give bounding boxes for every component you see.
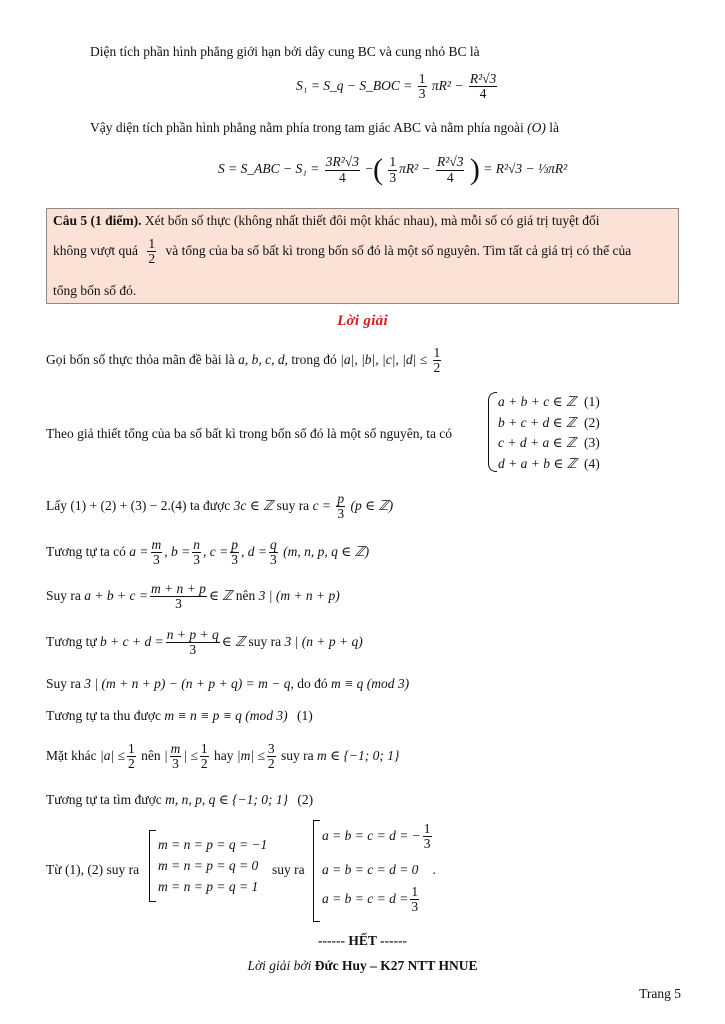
l8-res: m ≡ n ≡ p ≡ q (mod 3): [164, 708, 288, 723]
l9-mid: nên: [141, 747, 161, 763]
credit-name: Đức Huy – K27 NTT HNUE: [314, 958, 478, 973]
solution-line-9: Mặt khác |a| ≤ $\frac{1}{2}$ nên | $\frac{m}{3}$ | ≤ $\frac{1}{2}$ hay |m| ≤ $\frac{3}{2}$ suy ra m ∈ {−1; 0; 1}: [46, 741, 400, 772]
l6-mid: suy ra: [248, 633, 282, 649]
end-marker: ------ HẾT ------: [318, 933, 407, 948]
credit-line: [0, 958, 725, 974]
cases-bracket-left: [149, 830, 156, 902]
question-box: [46, 208, 679, 304]
system-brace: [488, 392, 497, 472]
page-number: Trang 5: [639, 986, 681, 1001]
formula-s: S = S_ABC − S₁ = $\frac{\text{3R²√3}}{4}$ −( $\frac{1}{3}$ πR² − $\frac{\text{R²√3}}{4}$ ) = R²√3 − ⅓πR²: [218, 153, 568, 186]
formula-s1-mid: πR² −: [431, 77, 464, 93]
l9-then: suy ra: [281, 747, 314, 763]
case-res-c: a = b = c = d = $\frac{1}{3}$: [322, 884, 419, 915]
l9-m: |m| ≤: [236, 747, 265, 763]
system-row: d + a + b ∈ ℤ (4): [498, 455, 600, 471]
l1-pre: Gọi bốn số thực thỏa mãn đề bài là: [46, 351, 235, 367]
l5-expr: a + b + c =: [84, 587, 148, 603]
area-conclusion-line: [90, 120, 559, 136]
circle-label: (O): [527, 120, 546, 135]
solution-line-4: Tương tự ta có a = $\frac{m}{3}$ , b = $\frac{n}{3}$ , c = $\frac{p}{3}$ , d = $\frac{q}{3}$ (m, n, p, q ∈ ℤ): [46, 537, 370, 568]
l10-tag: (2): [297, 792, 314, 807]
l1-vars: a, b, c, d: [238, 351, 285, 367]
l3-res: 3c ∈ ℤ: [233, 497, 274, 513]
l5-mid: nên: [235, 587, 256, 603]
l7-pre: Suy ra: [46, 676, 81, 691]
area-intro-line: Diện tích phần hình phẳng giới hạn bởi dây cung BC và cung nhỏ BC là: [90, 44, 480, 59]
l3-pre: Lấy: [46, 497, 67, 513]
solution-line-1: Gọi bốn số thực thỏa mãn đề bài là a, b, c, d, trong đó |a|, |b|, |c|, |d| ≤ $\frac{1}{2}$: [46, 345, 441, 376]
solution-line-3: Lấy (1) + (2) + (3) − 2.(4) ta được 3c ∈ ℤ suy ra c = $\frac{p}{3}$ (p ∈ ℤ): [46, 491, 394, 522]
case-row: m = n = p = q = 1: [158, 879, 259, 894]
l6-expr: b + c + d =: [100, 633, 164, 649]
l8-tag: (1): [297, 708, 313, 723]
formula-s-lhs: S = S_ABC − S₁ =: [218, 161, 320, 177]
system-row: a + b + c ∈ ℤ (1): [498, 394, 600, 409]
cases-bracket-right: [313, 820, 320, 922]
system-row: c + d + a ∈ ℤ (3): [498, 435, 600, 450]
cases-m: [158, 834, 267, 897]
l6-pre: Tương tự: [46, 633, 97, 649]
solution-line-11-pre: Từ (1), (2) suy ra: [46, 862, 140, 877]
l1-abs: |a|, |b|, |c|, |d| ≤: [340, 351, 428, 367]
solution-line-10: [46, 792, 313, 808]
l6-div: 3 | (n + p + q): [284, 633, 363, 649]
case-row: m = n = p = q = −1: [158, 837, 268, 852]
area-conclusion-post: là: [549, 120, 560, 135]
formula-s-rhs: = R²√3 − ⅓πR²: [483, 161, 568, 177]
solution-line-2: Theo giả thiết tổng của ba số bất kì trong bốn số đó là một số nguyên, ta có: [46, 426, 453, 441]
l5-pre: Suy ra: [46, 587, 81, 603]
l4-cond: (m, n, p, q ∈ ℤ): [283, 543, 370, 559]
l7-expr: 3 | (m + n + p) − (n + p + q) = m − q: [84, 676, 291, 691]
formula-s1-lhs: S₁ = S_q − S_BOC =: [296, 77, 416, 93]
case-res-b: a = b = c = d = 0 .: [322, 862, 436, 877]
solution-line-5: Suy ra a + b + c = $\frac{m + n + p}{3}$ ∈ ℤ nên 3 | (m + n + p): [46, 581, 340, 612]
question-text-1: Xét bốn số thực (không nhất thiết đôi một khác nhau), mà mỗi số có giá trị tuyệt đối: [141, 213, 600, 228]
l9-a: |a| ≤: [99, 747, 125, 763]
equation-system: [498, 392, 600, 474]
l1-mid: , trong đó: [284, 351, 337, 367]
question-line-3: tổng bốn số đó.: [53, 283, 137, 298]
area-conclusion-pre: Vậy diện tích phần hình phẳng nằm phía trong tam giác ABC và nằm phía ngoài: [90, 120, 524, 135]
l9-pre: Mặt khác: [46, 747, 97, 763]
l6-in: ∈ ℤ: [221, 633, 246, 649]
question-label: Câu 5 (1 điểm).: [53, 213, 142, 228]
case-res-a: a = b = c = d = − $\frac{1}{3}$: [322, 821, 431, 852]
question-line-2: không vượt quá $\frac{1}{2}$ và tổng của ba số bất kì trong bốn số đó là một số nguyên. Tìm tất cả giá trị có thể của: [53, 236, 632, 267]
l4-pre: Tương tự ta có: [46, 543, 126, 559]
l5-in: ∈ ℤ: [208, 587, 233, 603]
system-row: b + c + d ∈ ℤ (2): [498, 414, 600, 430]
l7-mid: , do đó: [290, 676, 328, 691]
credit-pre: Lời giải bởi: [247, 958, 312, 973]
l10-pre: Tương tự ta tìm được: [46, 792, 162, 807]
l10-set: m, n, p, q ∈ {−1; 0; 1}: [165, 792, 288, 807]
solution-title: Lời giải: [337, 313, 388, 329]
l3-expr: (1) + (2) + (3) − 2.(4): [70, 497, 187, 513]
formula-s1: S₁ = S_q − S_BOC = $\frac{1}{3}$ πR² − $\frac{\text{R²√3}}{4}$: [296, 71, 497, 102]
question-line-1: [53, 213, 600, 229]
l3-then: suy ra: [276, 497, 310, 513]
l9-hay: hay: [214, 747, 234, 763]
l3-cond: (p ∈ ℤ): [350, 497, 394, 513]
case-row: m = n = p = q = 0: [158, 858, 259, 873]
l3-c: c =: [312, 497, 332, 513]
l5-div: 3 | (m + n + p): [258, 587, 340, 603]
l3-mid: ta được: [189, 497, 231, 513]
question-text-2-post: và tổng của ba số bất kì trong bốn số đó là một số nguyên. Tìm tất cả giá trị có thể của: [165, 242, 632, 258]
l7-res: m ≡ q (mod 3): [330, 676, 410, 691]
solution-line-7: [46, 676, 409, 692]
solution-line-6: Tương tự b + c + d = $\frac{n + p + q}{3}$ ∈ ℤ suy ra 3 | (n + p + q): [46, 627, 363, 658]
question-text-2-pre: không vượt quá: [53, 242, 138, 258]
l11-then: suy ra: [272, 862, 305, 877]
solution-line-8: [46, 708, 313, 724]
l9-set: m ∈ {−1; 0; 1}: [317, 747, 400, 763]
l8-pre: Tương tự ta thu được: [46, 708, 161, 723]
